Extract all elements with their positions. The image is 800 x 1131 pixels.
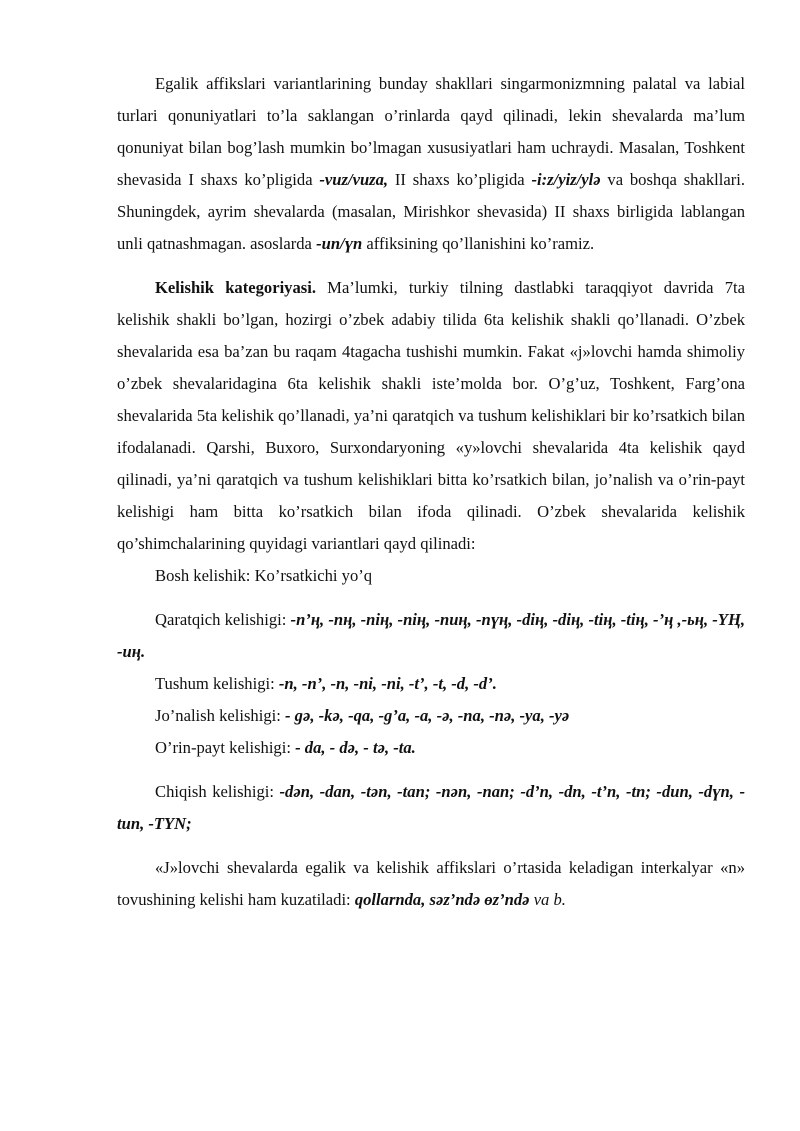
text-run: «J»lovchi shevalarda egalik va kelishik affikslari o’rtasida keladigan interkalyar «n» tovushining kelishi ham kuzatiladi: (117, 858, 745, 909)
case-forms: -dən, -dan, -tən, -tan; -nən, -nan; -d’n, -dn, -t’n, -tn; -dun, -dүn, -tun, -ТҮN; (117, 782, 745, 833)
tushum-kelishigi-line (117, 668, 745, 700)
chiqish-kelishigi-line (117, 776, 745, 840)
text-run: affiksining qo’llanishini ko’ramiz. (362, 234, 595, 253)
section-heading: Kelishik kategoriyasi. (155, 278, 316, 297)
orin-payt-kelishigi-line (117, 732, 745, 764)
example-words: qollarnda, səz’ndə өz’ndə (354, 890, 530, 909)
paragraph-egalik-affikslari (117, 68, 745, 260)
case-forms: -n’ң, -nң, -niң, -niң, -nuң, -nүң, -diң, -diң, -tiң, -tiң, -’ң ,-ьң, -ҮҢ, -uң. (117, 610, 746, 661)
text-run: Ma’lumki, turkiy tilning dastlabki taraqqiyot davrida 7ta kelishik shakli bo’lgan, hozirgi o’zbek adabiy tilida 6ta kelishik shakli qo’llanadi. O’zbek shevalarida esa ba’zan bu raqam 4tagacha tushishi mumkin. Fakat «j»lovchi hamda shimoliy o’zbek shevalaridagina 6ta kelishik shakli iste’molda bor. O’g’uz, Toshkent, Farg’ona shevalarida 5ta kelishik qo’llanadi, ya’ni qaratqich va tushum kelishiklari bir ko’rsatkich bilan ifodalanadi. Qarshi, Buxoro, Surxondaryoning «y»lovchi shevalarida 4ta kelishik qayd qilinadi, ya’ni qaratqich va tushum kelishiklari bitta ko’rsatkich bilan, jo’nalish va o’rin-payt kelishigi ham bitta ko’rsatkich bilan ifoda qilinadi. O’zbek shevalarida kelishik qo’shimchalarining quyidagi variantlari qayd qilinadi: (117, 278, 745, 553)
text-run: II shaxs ko’pligida (388, 170, 532, 189)
text-run: va boshqa shakllari. Shuningdek, ayrim shevalarda (masalan, Mirishkor shevasida) II shaxs birligida lablangan unli qatnashmagan. asoslarda (117, 170, 745, 253)
text-run: Egalik affikslari variantlarining bunday shakllari singarmonizmning palatal va labial turlari qonuniyatlari to’la saklangan o’rinlarda qayd qilinadi, lekin shevalarda ma’lum qonuniyat bilan bog’lash mumkin bo’lmagan xususiyatlari ham uchraydi. Masalan, Toshkent shevasida I shaxs ko’pligida (117, 74, 745, 189)
case-forms: - gə, -kə, -qa, -g’a, -a, -ə, -na, -nə, -ya, -yə (284, 706, 570, 725)
bosh-kelishik-line: Bosh kelishik: Ko’rsatkichi yo’q (155, 566, 373, 585)
emphasis-affix: -i:z/yiz/ylə (531, 170, 601, 189)
qaratqich-kelishigi-line (117, 604, 745, 668)
case-label: Qaratqich kelishigi: (155, 610, 291, 629)
case-forms: - da, - də, - tə, -ta. (295, 738, 416, 757)
text-run: va b. (529, 890, 566, 909)
case-label: Chiqish kelishigi: (155, 782, 280, 801)
case-label: O’rin-payt kelishigi: (155, 738, 296, 757)
emphasis-affix: -un/үn (316, 234, 363, 253)
case-label: Tushum kelishigi: (155, 674, 279, 693)
case-label: Jo’nalish kelishigi: (155, 706, 285, 725)
paragraph-interkalyar (117, 852, 745, 916)
case-forms: -n, -n’, -n, -ni, -ni, -t’, -t, -d, -d’. (278, 674, 497, 693)
emphasis-affix: -vuz/vuza, (319, 170, 389, 189)
document-page (117, 68, 745, 916)
paragraph-kelishik-kategoriyasi (117, 272, 745, 560)
jonalish-kelishigi-line (117, 700, 745, 732)
